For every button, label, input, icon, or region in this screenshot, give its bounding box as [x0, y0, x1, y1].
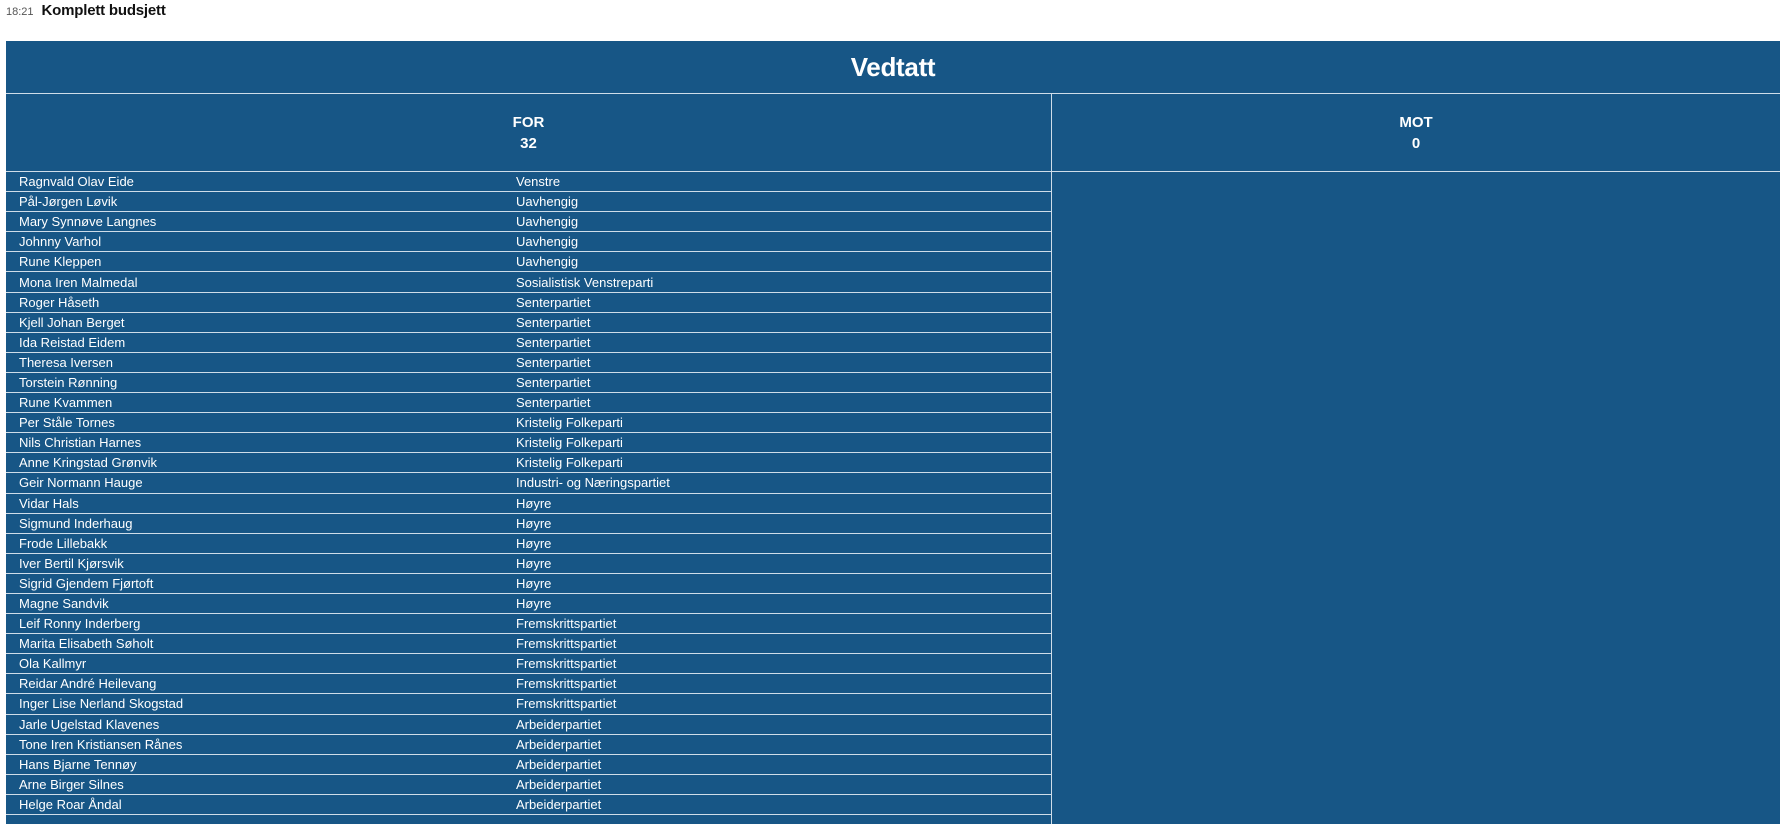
voter-row — [6, 433, 1051, 453]
voter-row — [6, 674, 1051, 694]
voter-party: Høyre — [516, 575, 552, 591]
for-voter-list — [6, 172, 1051, 815]
voter-name: Sigrid Gjendem Fjørtoft — [19, 575, 154, 591]
voter-party: Uavhengig — [516, 254, 579, 270]
for-column — [6, 94, 1052, 824]
voter-name: Mona Iren Malmedal — [19, 274, 138, 290]
voter-name: Ida Reistad Eidem — [19, 334, 126, 350]
voter-row — [6, 192, 1051, 212]
voter-row — [6, 313, 1051, 333]
voter-row — [6, 514, 1051, 534]
voter-party: Fremskrittspartiet — [516, 696, 617, 712]
voter-party: Fremskrittspartiet — [516, 656, 617, 672]
voter-party: Industri- og Næringspartiet — [516, 475, 670, 491]
voter-name: Rune Kvammen — [19, 395, 113, 411]
voter-name: Magne Sandvik — [19, 596, 109, 612]
voter-name: Rune Kleppen — [19, 254, 102, 270]
voter-name: Frode Lillebakk — [19, 535, 108, 551]
voter-party: Høyre — [516, 495, 552, 511]
vote-result-board — [6, 41, 1780, 824]
voter-name: Ola Kallmyr — [19, 656, 87, 672]
voter-row — [6, 534, 1051, 554]
voter-row — [6, 172, 1051, 192]
vote-title: Komplett budsjett — [41, 2, 166, 19]
voter-row — [6, 574, 1051, 594]
voter-row — [6, 795, 1051, 815]
voter-row — [6, 353, 1051, 373]
voter-party: Senterpartiet — [516, 354, 591, 370]
mot-header — [1052, 94, 1780, 172]
voter-party: Uavhengig — [516, 214, 579, 230]
voter-name: Geir Normann Hauge — [19, 475, 143, 491]
voter-party: Senterpartiet — [516, 374, 591, 390]
voter-row — [6, 634, 1051, 654]
voter-name: Mary Synnøve Langnes — [19, 214, 157, 230]
top-bar — [6, 0, 166, 24]
voter-party: Fremskrittspartiet — [516, 616, 617, 632]
voter-party: Venstre — [516, 174, 561, 190]
voter-row — [6, 232, 1051, 252]
voter-name: Per Ståle Tornes — [19, 415, 115, 431]
voter-row — [6, 453, 1051, 473]
voter-name: Vidar Hals — [19, 495, 79, 511]
voter-name: Theresa Iversen — [19, 354, 113, 370]
voter-name: Iver Bertil Kjørsvik — [19, 555, 124, 571]
voter-party: Kristelig Folkeparti — [516, 455, 623, 471]
voter-name: Roger Håseth — [19, 294, 100, 310]
voter-party: Arbeiderpartiet — [516, 756, 602, 772]
voter-row — [6, 473, 1051, 493]
voter-name: Marita Elisabeth Søholt — [19, 636, 154, 652]
voter-row — [6, 755, 1051, 775]
voter-row — [6, 735, 1051, 755]
for-label: FOR — [512, 113, 545, 131]
voter-name: Hans Bjarne Tennøy — [19, 756, 137, 772]
voter-row — [6, 413, 1051, 433]
voter-name: Inger Lise Nerland Skogstad — [19, 696, 184, 712]
voter-party: Senterpartiet — [516, 334, 591, 350]
voter-row — [6, 694, 1051, 714]
voter-name: Kjell Johan Berget — [19, 314, 125, 330]
voter-name: Anne Kringstad Grønvik — [19, 455, 158, 471]
voter-party: Senterpartiet — [516, 294, 591, 310]
voter-row — [6, 614, 1051, 634]
result-banner: Vedtatt — [6, 41, 1780, 94]
voter-name: Pål-Jørgen Løvik — [19, 194, 118, 210]
voter-row — [6, 554, 1051, 574]
voter-name: Tone Iren Kristiansen Rånes — [19, 736, 183, 752]
for-count: 32 — [520, 134, 537, 152]
voter-row — [6, 293, 1051, 313]
mot-column — [1052, 94, 1780, 824]
voter-name: Arne Birger Silnes — [19, 776, 124, 792]
voter-name: Leif Ronny Inderberg — [19, 616, 141, 632]
voter-row — [6, 333, 1051, 353]
voter-row — [6, 775, 1051, 795]
voter-name: Sigmund Inderhaug — [19, 515, 133, 531]
mot-count: 0 — [1411, 134, 1421, 152]
voter-party: Arbeiderpartiet — [516, 736, 602, 752]
voter-party: Arbeiderpartiet — [516, 716, 602, 732]
voter-row — [6, 393, 1051, 413]
voter-party: Uavhengig — [516, 194, 579, 210]
voter-row — [6, 252, 1051, 272]
voter-row — [6, 272, 1051, 292]
voter-party: Fremskrittspartiet — [516, 676, 617, 692]
voter-party: Arbeiderpartiet — [516, 776, 602, 792]
mot-label: MOT — [1399, 113, 1433, 131]
voter-name: Torstein Rønning — [19, 374, 118, 390]
vote-columns — [6, 94, 1780, 824]
voter-name: Helge Roar Åndal — [19, 796, 122, 812]
voter-row — [6, 715, 1051, 735]
voter-party: Høyre — [516, 555, 552, 571]
voter-party: Fremskrittspartiet — [516, 636, 617, 652]
voter-name: Jarle Ugelstad Klavenes — [19, 716, 160, 732]
voter-row — [6, 494, 1051, 514]
for-header — [6, 94, 1051, 172]
voter-name: Reidar André Heilevang — [19, 676, 157, 692]
voter-party: Kristelig Folkeparti — [516, 435, 623, 451]
voter-party: Høyre — [516, 596, 552, 612]
voter-party: Høyre — [516, 535, 552, 551]
voter-row — [6, 594, 1051, 614]
voter-party: Senterpartiet — [516, 314, 591, 330]
voter-row — [6, 212, 1051, 232]
voter-row — [6, 654, 1051, 674]
voter-party: Arbeiderpartiet — [516, 796, 602, 812]
voter-party: Senterpartiet — [516, 395, 591, 411]
voter-row — [6, 373, 1051, 393]
voter-party: Kristelig Folkeparti — [516, 415, 623, 431]
clock-time: 18:21 — [6, 6, 34, 18]
voter-party: Høyre — [516, 515, 552, 531]
voter-party: Uavhengig — [516, 234, 579, 250]
voter-name: Nils Christian Harnes — [19, 435, 142, 451]
voter-party: Sosialistisk Venstreparti — [516, 274, 654, 290]
voter-name: Johnny Varhol — [19, 234, 102, 250]
voter-name: Ragnvald Olav Eide — [19, 174, 134, 190]
